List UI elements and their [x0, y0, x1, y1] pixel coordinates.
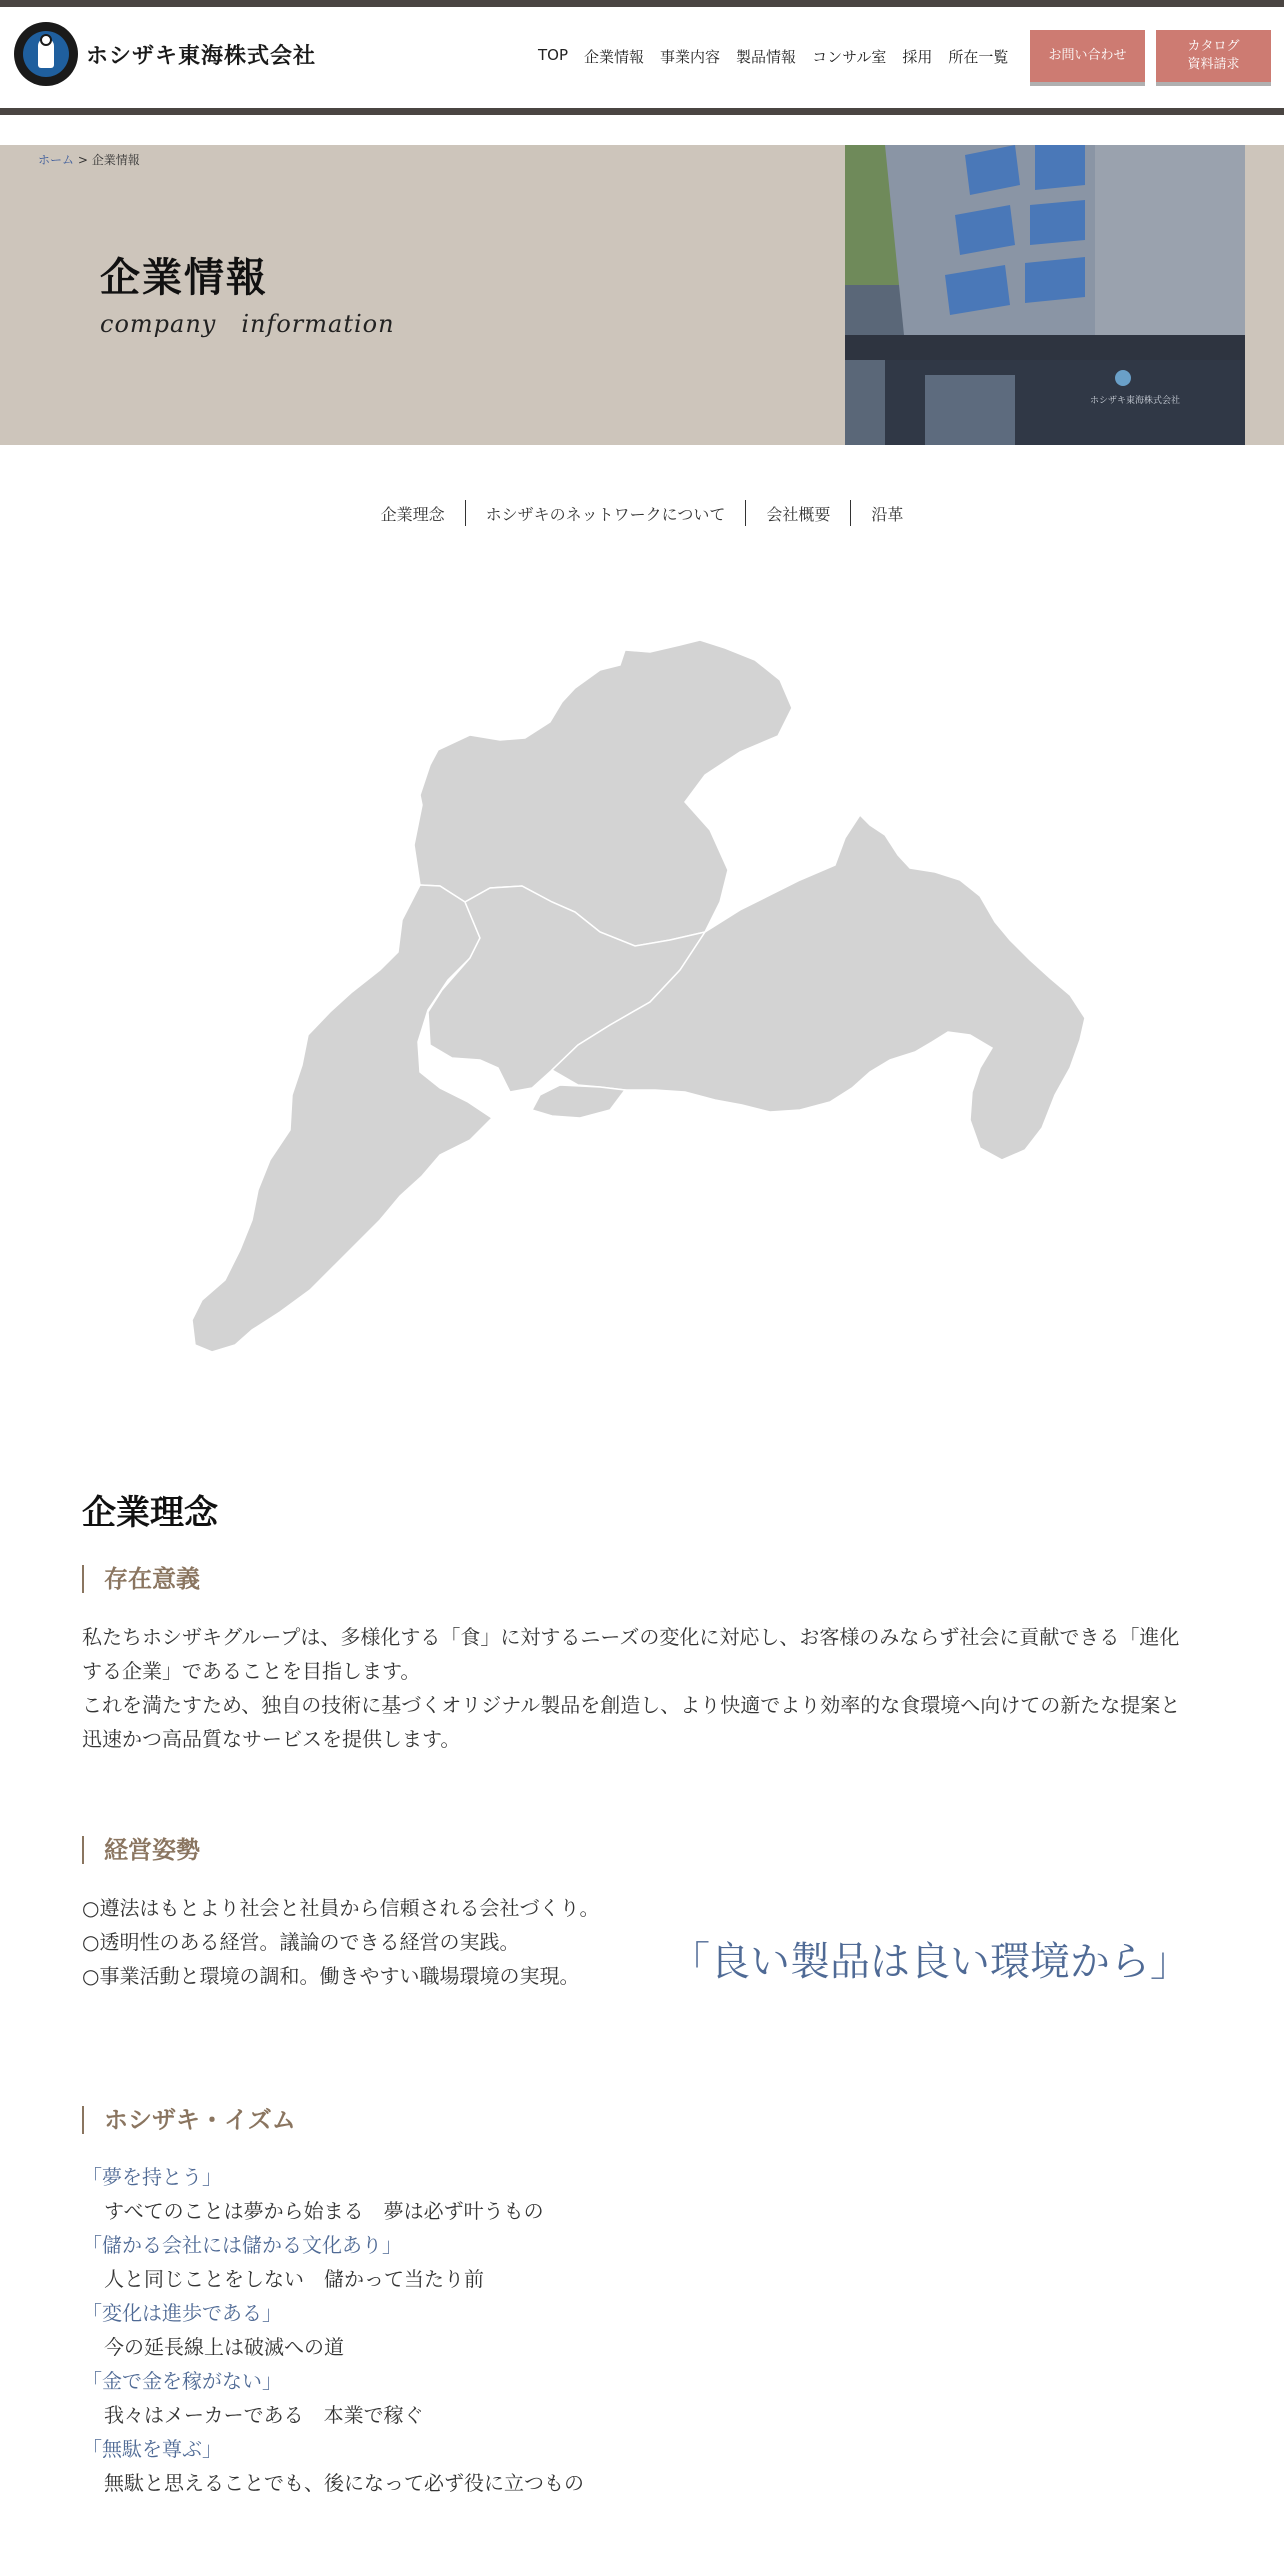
building-photo-image: [845, 145, 1245, 445]
page-subtitle: company information: [100, 310, 395, 338]
nav-products[interactable]: 製品情報: [736, 48, 797, 66]
ism-motto: 「夢を持とう」: [82, 2165, 222, 2189]
policy-item: ○透明性のある経営。議論のできる経営の実践。: [82, 1930, 520, 1954]
nav-business[interactable]: 事業内容: [660, 48, 721, 66]
ism-list: [82, 2160, 782, 2500]
building-sign: ホシザキ東海株式会社: [1090, 396, 1181, 406]
section-subnav: [0, 500, 1284, 526]
catalog-button-label: カタログ 資料請求: [1187, 38, 1240, 72]
philosophy-title: 企業理念: [82, 1493, 218, 1533]
policy-item: ○事業活動と環境の調和。働きやすい職場環境の実現。: [82, 1964, 580, 1988]
ism-heading: ホシザキ・イズム: [82, 2106, 296, 2134]
policy-item: ○遵法はもとより社会と社員から信頼される会社づくり。: [82, 1896, 600, 1920]
site-logo[interactable]: [14, 22, 316, 86]
logo-emblem-icon: [14, 22, 78, 86]
breadcrumb-separator: >: [77, 153, 88, 167]
policy-list: [82, 1891, 642, 1993]
contact-button[interactable]: [1030, 30, 1145, 82]
subnav-network[interactable]: ホシザキのネットワークについて: [485, 504, 726, 524]
ism-meaning: 今の延長線上は破滅への道: [104, 2335, 344, 2359]
ism-meaning: 人と同じことをしない 儲かって当たり前: [104, 2267, 484, 2291]
top-border: [0, 0, 1284, 7]
ism-motto: 「無駄を尊ぶ」: [82, 2437, 222, 2461]
breadcrumb-current: 企業情報: [91, 153, 140, 167]
tokai-region-map-svg: [180, 640, 1100, 1410]
subnav-overview[interactable]: 会社概要: [766, 504, 831, 524]
ism-meaning: 無駄と思えることでも、後になって必ず役に立つもの: [104, 2471, 584, 2495]
policy-heading: 経営姿勢: [82, 1836, 200, 1864]
nav-company[interactable]: 企業情報: [584, 48, 645, 66]
breadcrumb: [38, 151, 140, 168]
ism-motto: 「金で金を稼がない」: [82, 2369, 282, 2393]
nav-consult[interactable]: コンサル室: [812, 48, 887, 66]
map-region-mie: [192, 885, 492, 1352]
subnav-philosophy[interactable]: 企業理念: [380, 504, 445, 524]
header-border: [0, 108, 1284, 115]
breadcrumb-home[interactable]: ホーム: [38, 153, 75, 167]
nav-recruit[interactable]: 採用: [902, 48, 933, 66]
nav-top[interactable]: TOP: [538, 46, 569, 64]
page-title: 企業情報: [100, 255, 268, 301]
purpose-heading: 存在意義: [82, 1565, 200, 1593]
ism-motto: 「儲かる会社には儲かる文化あり」: [82, 2233, 402, 2257]
nav-locations[interactable]: 所在一覧: [948, 48, 1009, 66]
ism-meaning: すべてのことは夢から始まる 夢は必ず叶うもの: [104, 2199, 544, 2223]
map-region-atsumi: [532, 1085, 625, 1118]
slogan: 「良い製品は良い環境から」: [670, 1939, 1190, 1985]
building-photo: [845, 145, 1245, 445]
catalog-request-button[interactable]: [1156, 30, 1271, 82]
contact-button-label: お問い合わせ: [1048, 47, 1127, 63]
ism-motto: 「変化は進歩である」: [82, 2301, 282, 2325]
purpose-text: 私たちホシザキグループは、多様化する「食」に対するニーズの変化に対応し、お客様のみならず社会に貢献できる「進化する企業」であることを目指します。 これを満たすため、独自の技術に基づくオリジナル製品を創造し、より快適でより効率的な食環境へ向けての新たな提案と迅速かつ高品質なサービスを提供します。: [82, 1625, 1181, 1751]
brand-name: ホシザキ東海株式会社: [86, 43, 317, 69]
ism-meaning: 我々はメーカーである 本業で稼ぐ: [104, 2403, 424, 2427]
main-nav: [530, 40, 1016, 73]
tokai-region-map: [180, 640, 1100, 1410]
subnav-history[interactable]: 沿革: [871, 504, 904, 524]
